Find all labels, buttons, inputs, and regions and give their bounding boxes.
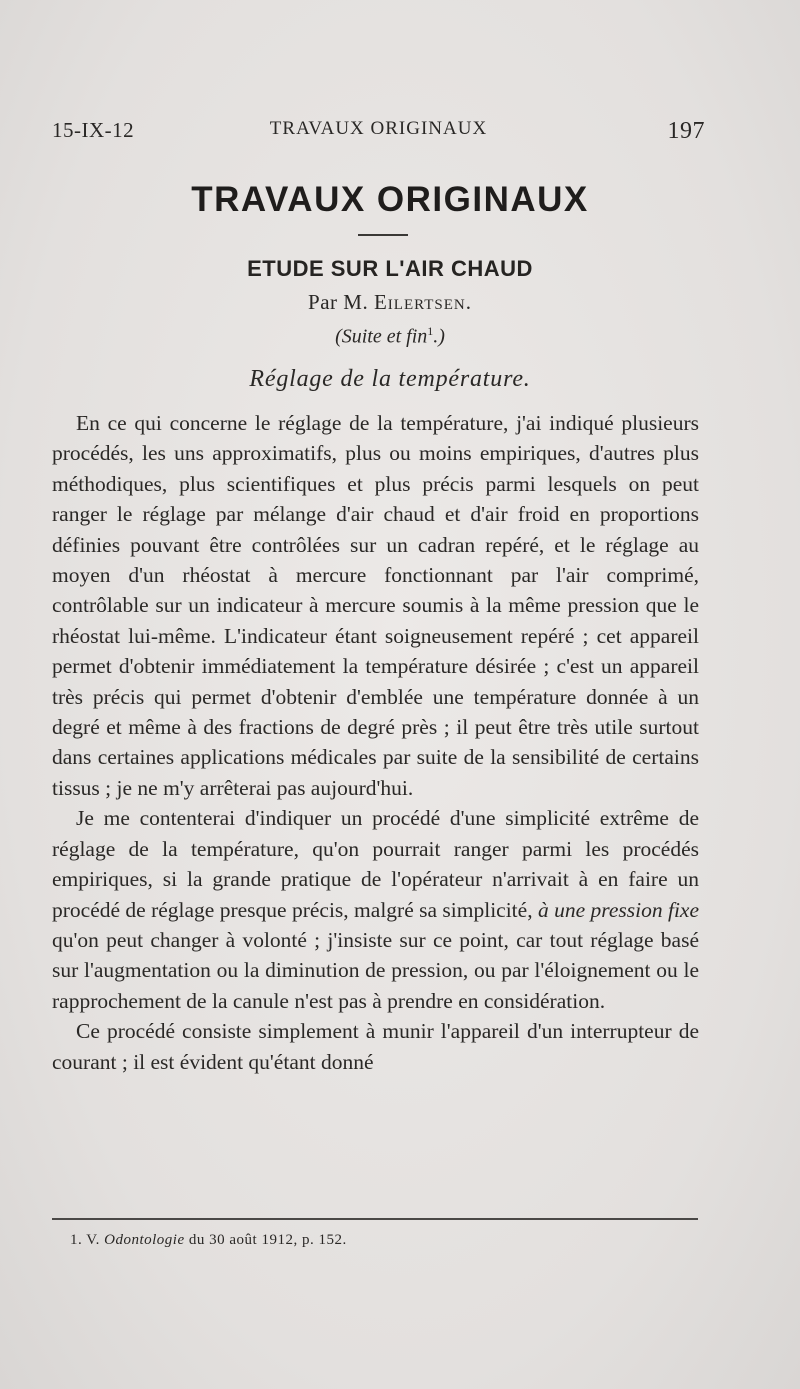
paragraph-3: Ce procédé consiste simplement à munir l'appareil d'un interrupteur de courant ; il est évident qu'étant donné	[52, 1019, 699, 1074]
footnote-journal: Odontologie	[104, 1232, 185, 1248]
paragraph-2-start: Je me contenterai d'indiquer un procédé d'une simplicité extrême de réglage de la température, qu'on pourrait ranger parmi les procédés empiriques, si la grande pratique de l'opérateur n'arrivait à en faire un procédé de réglage presque précis, malgré sa simplicité,	[52, 806, 699, 922]
header-section-title: TRAVAUX ORIGINAUX	[269, 118, 488, 139]
continuation-close: .)	[433, 325, 445, 348]
author-name: Eilertsen.	[373, 290, 472, 314]
page-title: TRAVAUX ORIGINAUX	[191, 180, 589, 219]
running-header	[52, 118, 705, 146]
byline-prefix: Par M.	[308, 290, 369, 314]
paragraph-2-emphasis: à une pression fixe	[537, 897, 700, 922]
section-subheading: Réglage de la température.	[249, 366, 531, 392]
page-number: 197	[667, 118, 705, 144]
footnote-divider	[52, 1218, 698, 1220]
continuation-text: (Suite et fin	[335, 325, 428, 348]
footnote	[70, 1232, 347, 1249]
header-date: 15-IX-12	[52, 118, 135, 142]
byline	[0, 290, 780, 315]
article-body	[52, 408, 699, 1077]
paragraph-2-end: qu'on peut changer à volonté ; j'insiste sur ce point, car tout réglage basé sur l'augmentation ou la diminution de pression, ou par l'éloignement ou le rapprochement de la canule n'est pas à prendre en considération.	[52, 927, 699, 1013]
footnote-ref: 1	[427, 324, 434, 338]
title-divider	[358, 234, 408, 236]
paragraph-2	[52, 803, 699, 1016]
article-title: ETUDE SUR L'AIR CHAUD	[247, 256, 533, 281]
paragraph-1: En ce qui concerne le réglage de la température, j'ai indiqué plusieurs procédés, les uns approximatifs, plus ou moins empiriques, d'autres plus méthodiques, plus scientifiques et plus précis parmi lesquels on peut ranger le réglage par mélange d'air chaud et d'air froid en proportions définies pouvant être contrôlées sur un cadran repéré, et le réglage au moyen d'un rhéostat à mercure fonctionnant par l'air comprimé, contrôlable sur un indicateur à mercure soumis à la même pression que le rhéostat lui-même. L'indicateur étant soigneusement repéré ; cet appareil permet d'obtenir immédiatement la température désirée ; c'est un appareil très précis qui permet d'obtenir d'emblée une température donnée à un degré et même à des fractions de degré près ; il peut être très utile surtout dans certaines applications médicales par suite de la sensibilité de certains tissus ; je ne m'y arrêterai pas aujourd'hui.	[52, 411, 699, 800]
footnote-number: 1. V.	[70, 1232, 100, 1248]
footnote-rest: du 30 août 1912, p. 152.	[188, 1232, 347, 1248]
continuation-note	[0, 324, 780, 349]
